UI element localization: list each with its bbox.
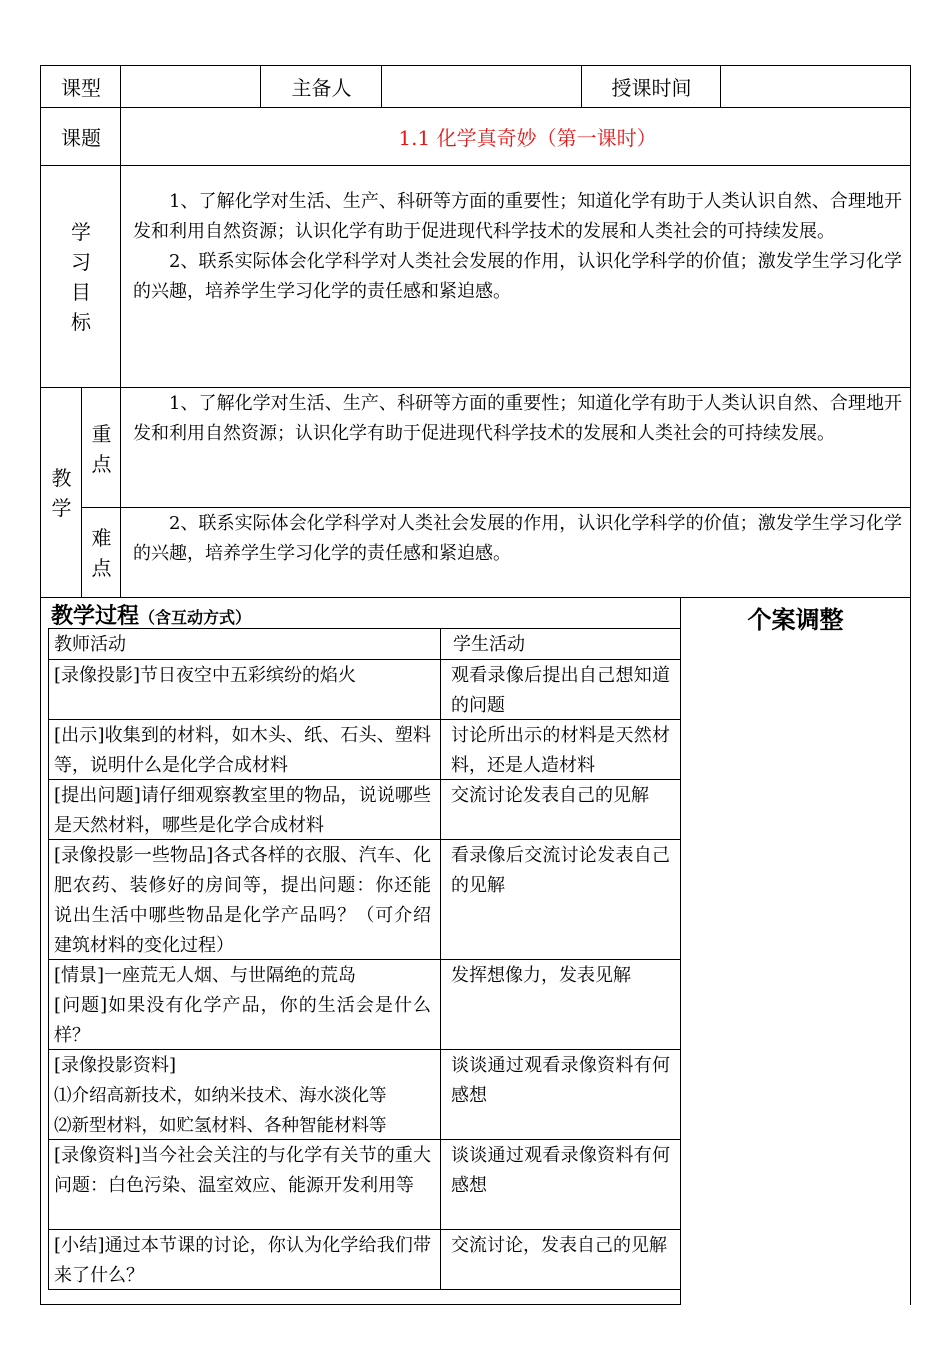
teacher-header: 教师活动 xyxy=(54,634,126,655)
table-row-teacher xyxy=(48,779,441,840)
key-content-cell xyxy=(120,387,911,508)
table-row-student xyxy=(440,1049,681,1140)
topic-title: 1.1 化学真奇妙（第一课时） xyxy=(398,125,657,150)
table-row-student xyxy=(440,779,681,840)
difficulty-text: 2、联系实际体会化学科学对人类社会发展的作用，认识化学科学的价值；激发学生学习化学的兴趣，培养学生学习化学的责任感和紧迫感。 xyxy=(133,513,902,564)
student-activity: 看录像后交流讨论发表自己的见解 xyxy=(451,845,670,896)
time-value-cell[interactable] xyxy=(720,65,911,108)
table-row-student xyxy=(440,839,681,960)
objectives-label-cell xyxy=(40,165,121,388)
table-row-teacher xyxy=(48,659,441,720)
table-row-student xyxy=(440,1139,681,1230)
difficulty-label: 难点 xyxy=(91,526,112,580)
student-header: 学生活动 xyxy=(453,634,525,655)
table-row-teacher xyxy=(48,719,441,780)
type-value-cell[interactable] xyxy=(120,65,261,108)
objectives-label: 学习目标 xyxy=(71,220,91,334)
teacher-activity: [情景]一座荒无人烟、与世隔绝的荒岛 xyxy=(54,965,357,986)
teacher-activity: ⑴介绍高新技术，如纳米技术、海水淡化等 xyxy=(54,1086,387,1106)
teacher-activity: ⑵新型材料，如贮氢材料、各种智能材料等 xyxy=(54,1116,387,1136)
student-activity: 发挥想像力，发表见解 xyxy=(451,965,631,986)
topic-value-cell xyxy=(120,107,911,166)
process-title-cell xyxy=(40,597,681,629)
type-label: 课型 xyxy=(61,76,101,100)
teacher-activity: [录像投影]节日夜空中五彩缤纷的焰火 xyxy=(54,665,357,686)
student-activity: 交流讨论发表自己的见解 xyxy=(451,785,649,806)
teacher-activity: [录像投影资料] xyxy=(54,1055,177,1076)
key-label-cell xyxy=(81,387,121,508)
table-row-teacher xyxy=(48,1229,441,1290)
table-row-student xyxy=(440,1229,681,1290)
difficulty-label-cell xyxy=(81,507,121,598)
preparer-label-cell xyxy=(260,65,382,108)
time-label-cell xyxy=(581,65,721,108)
table-row-teacher xyxy=(48,839,441,960)
preparer-label: 主备人 xyxy=(291,76,352,100)
teaching-label: 教学 xyxy=(51,466,72,520)
table-row-student xyxy=(440,959,681,1050)
topic-label-cell xyxy=(40,107,121,166)
teaching-label-cell xyxy=(40,387,82,598)
objectives-content-cell xyxy=(120,165,911,388)
table-row-student xyxy=(440,659,681,720)
difficulty-content-cell xyxy=(120,507,911,598)
table-row-teacher xyxy=(48,1139,441,1230)
teacher-activity: [录像投影一些物品]各式各样的衣服、汽车、化肥农药、装修好的房间等，提出问题：你还能说出生活中哪些物品是化学产品吗？（可介绍建筑材料的变化过程） xyxy=(54,845,431,956)
preparer-value-cell[interactable] xyxy=(381,65,582,108)
teacher-header-cell xyxy=(48,628,441,660)
key-label: 重点 xyxy=(91,422,112,476)
student-activity: 观看录像后提出自己想知道的问题 xyxy=(451,665,670,716)
adjust-title: 个案调整 xyxy=(747,605,844,634)
student-activity: 交流讨论，发表自己的见解 xyxy=(451,1235,667,1256)
process-subtitle: （含互动方式） xyxy=(139,608,252,627)
teacher-activity: [问题]如果没有化学产品，你的生活会是什么样？ xyxy=(54,995,431,1046)
type-label-cell xyxy=(40,65,121,108)
student-header-cell xyxy=(440,628,681,660)
process-title: 教学过程 xyxy=(51,603,140,629)
topic-label: 课题 xyxy=(61,125,101,150)
teacher-activity: [小结]通过本节课的讨论，你认为化学给我们带来了什么？ xyxy=(54,1235,431,1286)
teacher-activity: [录像资料]当今社会关注的与化学有关节的重大问题：白色污染、温室效应、能源开发利用等 xyxy=(54,1145,431,1196)
objective-2: 2、联系实际体会化学科学对人类社会发展的作用，认识化学科学的价值；激发学生学习化学的兴趣，培养学生学习化学的责任感和紧迫感。 xyxy=(133,251,902,302)
teacher-activity: [出示]收集到的材料，如木头、纸、石头、塑料等，说明什么是化学合成材料 xyxy=(54,725,431,776)
student-activity: 讨论所出示的材料是天然材料，还是人造材料 xyxy=(451,725,670,776)
student-activity: 谈谈通过观看录像资料有何感想 xyxy=(451,1055,670,1106)
table-row-teacher xyxy=(48,1049,441,1140)
teacher-activity: [提出问题]请仔细观察教室里的物品，说说哪些是天然材料，哪些是化学合成材料 xyxy=(54,785,431,836)
student-activity: 谈谈通过观看录像资料有何感想 xyxy=(451,1145,670,1196)
adjust-column xyxy=(680,597,911,1305)
table-row-student xyxy=(440,719,681,780)
objective-1: 1、了解化学对生活、生产、科研等方面的重要性；知道化学有助于人类认识自然、合理地开发和利用自然资源；认识化学有助于促进现代科学技术的发展和人类社会的可持续发展。 xyxy=(133,191,902,242)
time-label: 授课时间 xyxy=(611,76,692,100)
table-row-teacher xyxy=(48,959,441,1050)
key-point-text: 1、了解化学对生活、生产、科研等方面的重要性；知道化学有助于人类认识自然、合理地开发和利用自然资源；认识化学有助于促进现代科学技术的发展和人类社会的可持续发展。 xyxy=(133,393,902,444)
